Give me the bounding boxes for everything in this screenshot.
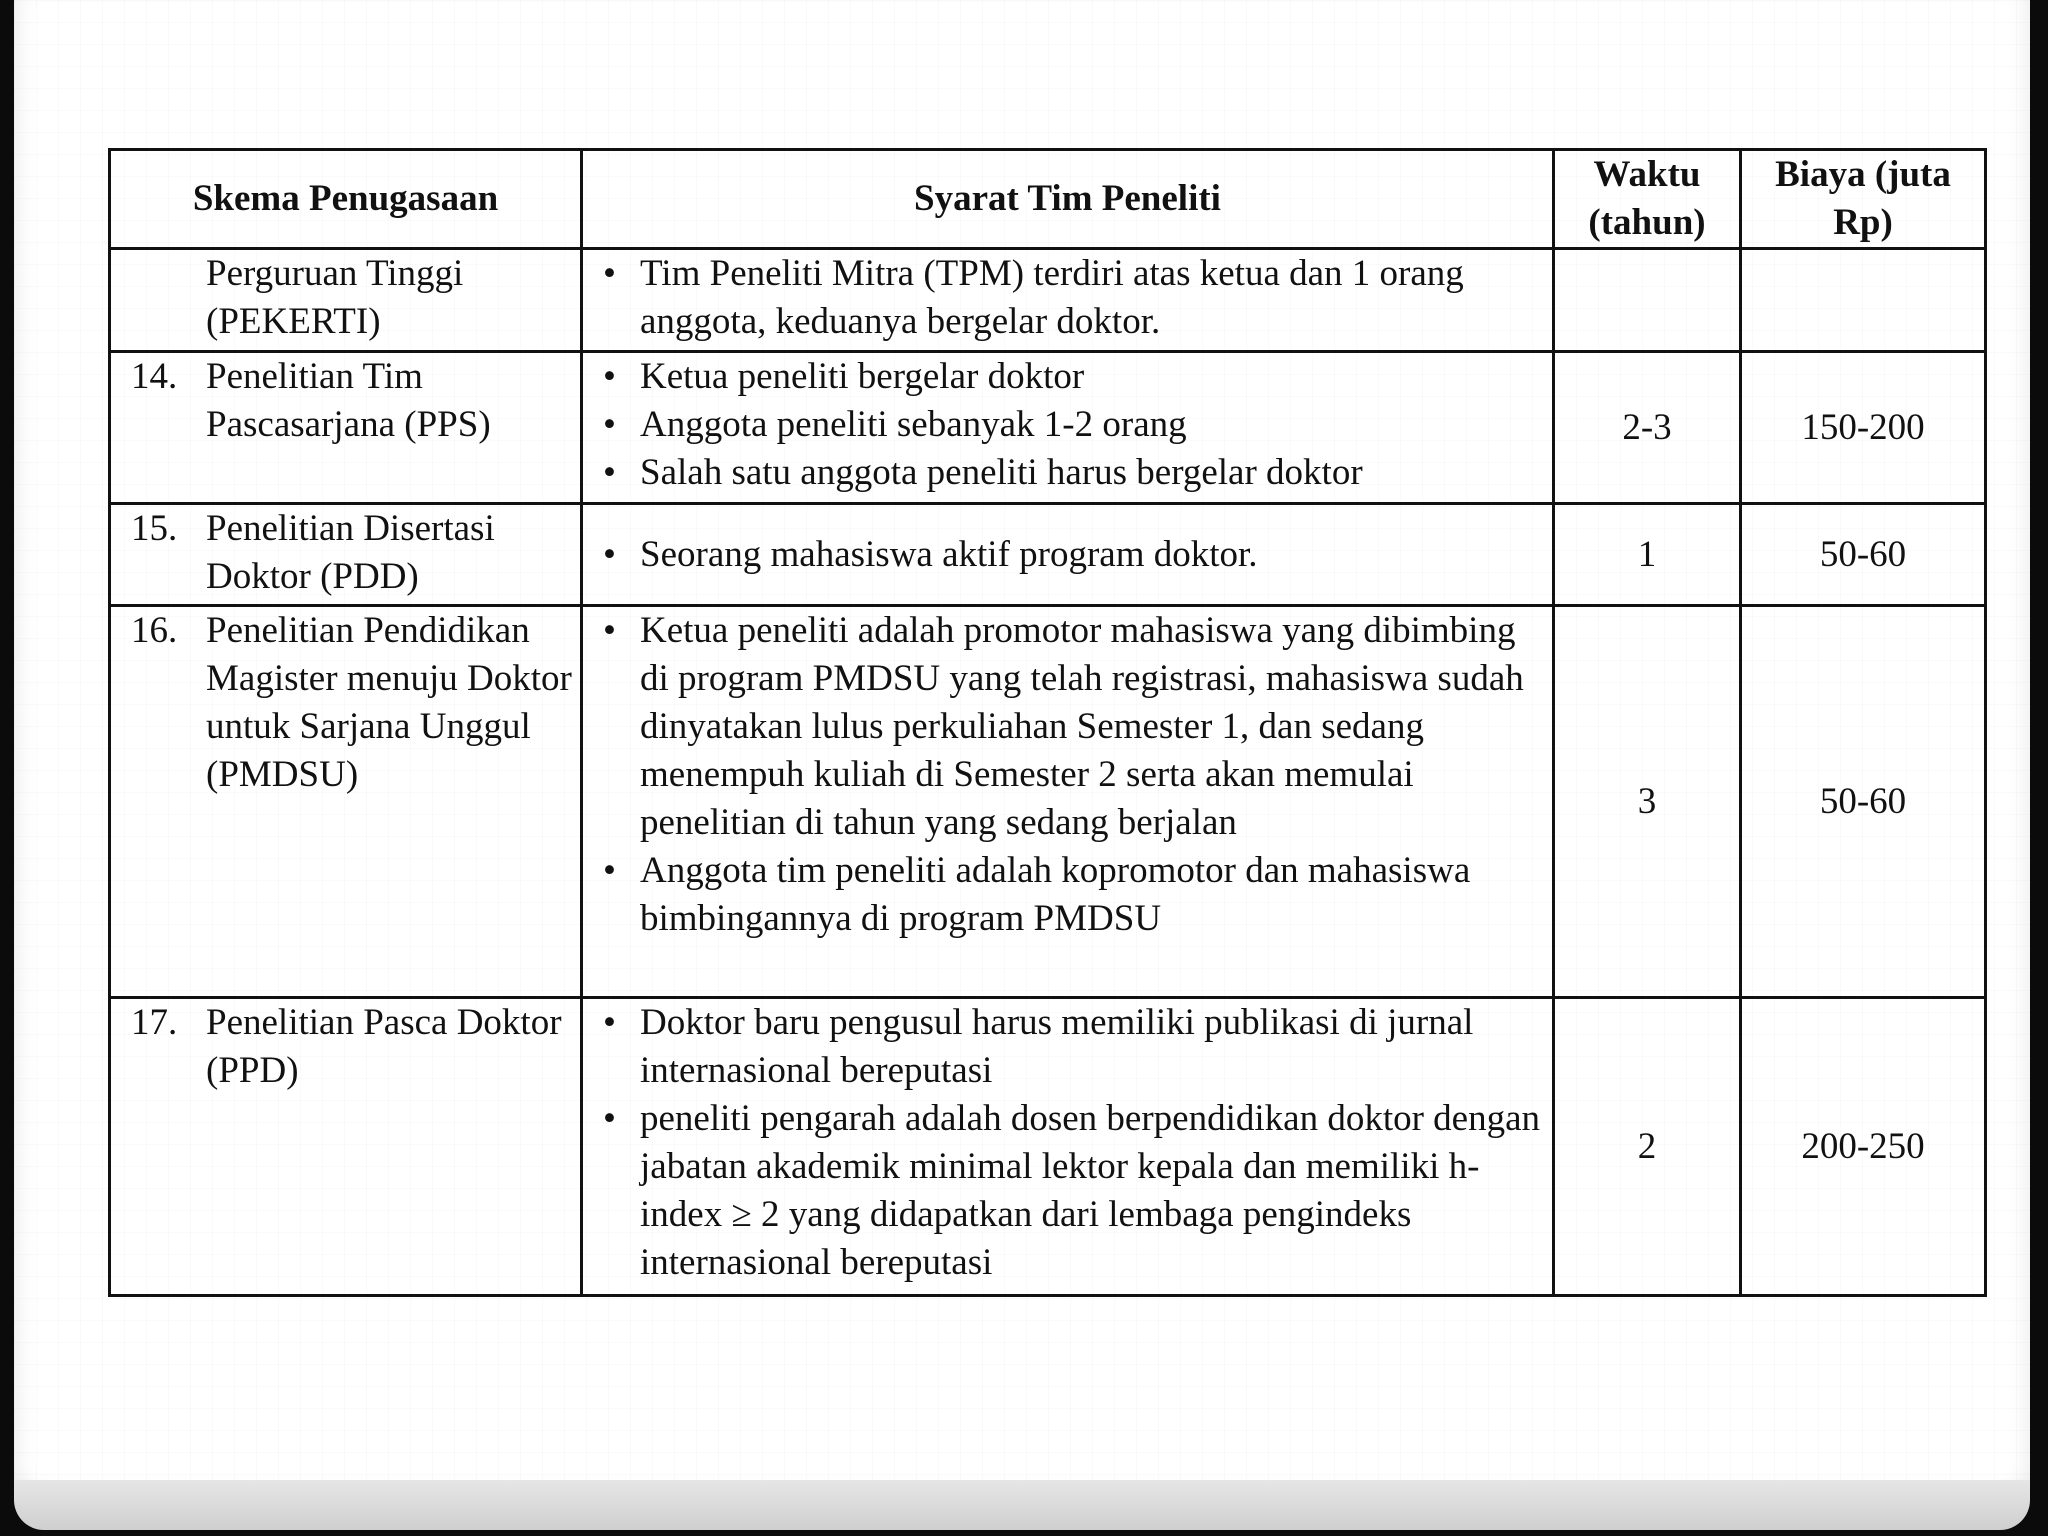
requirements-cell [582,249,1554,352]
scheme-name: Perguruan Tinggi (PEKERTI) [206,253,464,342]
scheme-name: Penelitian Disertasi Doktor (PDD) [206,508,495,597]
slide-bottom-edge [14,1480,2030,1530]
table-row [110,998,1986,1296]
biaya-cell: 200-250 [1741,998,1986,1296]
requirement-item: • peneliti pengarah adalah dosen berpendidikan doktor dengan jabatan akademik minimal lektor kepala dan memiliki h-index ≥ 2 yang didapatkan dari lembaga pengindeks internasional bereputasi [603,1095,1546,1287]
scheme-name: Penelitian Pendidikan Magister menuju Doktor untuk Sarjana Unggul (PMDSU) [206,610,572,795]
table-row [110,504,1986,606]
header-syarat: Syarat Tim Peneliti [582,150,1554,249]
waktu-cell [1554,249,1741,352]
requirement-item: • Ketua peneliti adalah promotor mahasiswa yang dibimbing di program PMDSU yang telah registrasi, mahasiswa sudah dinyatakan lulus perkuliahan Semester 1, dan sedang menempuh kuliah di Semester 2 serta akan memulai penelitian di tahun yang sedang berjalan [603,607,1546,847]
biaya-cell [1741,249,1986,352]
header-waktu: Waktu (tahun) [1554,150,1741,249]
waktu-cell: 2 [1554,998,1741,1296]
scheme-cell [110,352,582,504]
table-row [110,352,1986,504]
slide-edge-decoration [2032,1324,2048,1536]
table-row [110,606,1986,998]
requirement-item: • Ketua peneliti bergelar doktor [603,353,1546,401]
scheme-cell [110,504,582,606]
biaya-cell: 150-200 [1741,352,1986,504]
table-header-row [110,150,1986,249]
scheme-cell [110,249,582,352]
scheme-cell [110,998,582,1296]
header-biaya: Biaya (juta Rp) [1741,150,1986,249]
header-skema: Skema Penugasaan [110,150,582,249]
scheme-number: 14. [131,356,178,397]
waktu-cell: 2-3 [1554,352,1741,504]
requirement-item: • Doktor baru pengusul harus memiliki publikasi di jurnal internasional bereputasi [603,999,1546,1095]
requirements-cell [582,606,1554,998]
waktu-cell: 3 [1554,606,1741,998]
scheme-name: Penelitian Pasca Doktor (PPD) [206,1002,562,1091]
waktu-cell: 1 [1554,504,1741,606]
requirements-cell [582,504,1554,606]
scheme-number: 15. [131,508,178,549]
requirements-cell [582,998,1554,1296]
scheme-name: Penelitian Tim Pascasarjana (PPS) [206,356,491,445]
requirement-item: • Anggota peneliti sebanyak 1-2 orang [603,401,1546,449]
scheme-number: 17. [131,1002,178,1043]
scheme-number: 16. [131,610,178,651]
requirement-item: • Tim Peneliti Mitra (TPM) terdiri atas ketua dan 1 orang anggota, keduanya bergelar doktor. [603,250,1546,346]
requirements-cell [582,352,1554,504]
scheme-cell [110,606,582,998]
scheme-number [131,250,206,346]
research-scheme-table [108,148,1987,1297]
requirement-item: • Seorang mahasiswa aktif program doktor. [603,531,1546,579]
table-row [110,249,1986,352]
requirement-item: • Anggota tim peneliti adalah kopromotor dan mahasiswa bimbingannya di program PMDSU [603,847,1546,943]
requirement-item: • Salah satu anggota peneliti harus bergelar doktor [603,449,1546,497]
biaya-cell: 50-60 [1741,606,1986,998]
biaya-cell: 50-60 [1741,504,1986,606]
slide-edge-decoration [2032,0,2048,122]
